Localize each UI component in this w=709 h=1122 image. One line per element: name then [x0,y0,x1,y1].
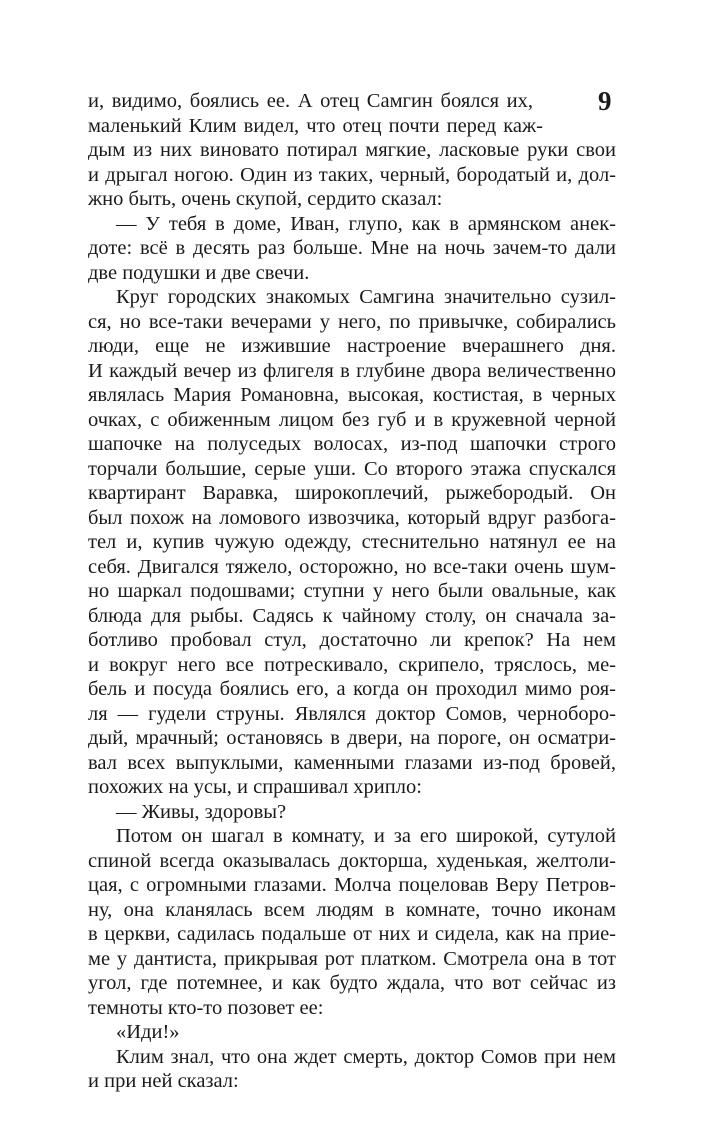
body-text [88,89,616,1094]
text-line: Круг городских знакомых Самгина значительно сузил- [116,286,616,308]
text-line: ля — гудели струны. Являлся доктор Сомов, черноборо- [88,702,616,725]
page-number: 9 [598,86,612,116]
text-line: тел и, купив чужую одежду, стеснительно натянул ее на [88,531,616,553]
text-line: вал всех выпуклыми, каменными глазами из-под бровей, [88,751,616,774]
text-line: ну, она кланялась всем людям в комнате, точно иконам [88,898,616,921]
text-line: две подушки и две свечи. [88,261,310,284]
text-line: квартирант Варавка, широкоплечий, рыжебородый. Он [88,482,616,504]
text-line: маленький Клим видел, что отец почти перед каж- [88,114,543,137]
text-line: очках, с обиженным лицом без губ и в кружевной черной [88,408,616,431]
text-line: дый, мрачный; остановясь в двери, на пороге, он осматри- [88,727,616,749]
text-line: ботливо пробовал стул, достаточно ли крепок? На нем [88,629,616,651]
text-line: цая, с огромными глазами. Молча поцеловав Веру Петров- [88,874,616,896]
text-line: ся, но все-таки вечерами у него, по привычке, собирались [88,310,616,333]
text-line: спиной всегда оказывалась докторша, худенькая, желтоли- [88,849,616,872]
text-line: шапочке на полуседых волосах, из-под шапочки строго [88,433,616,455]
text-line: дым из них виновато потирал мягкие, ласковые руки свои [88,139,616,161]
text-line: Потом он шагал в комнату, и за его широкой, сутулой [116,825,616,847]
text-line: и, видимо, боялись ее. А отец Самгин боялся их, [88,90,533,112]
text-line: жно быть, очень скупой, сердито сказал: [88,188,443,210]
text-line: являлась Мария Романовна, высокая, костистая, в черных [88,384,616,406]
text-line: угол, где потемнее, и как будто ждала, что вот сейчас из [88,972,616,994]
text-line: ме у дантиста, прикрывая рот платком. Смотрела она в тот [88,947,616,970]
text-line: доте: всё в десять раз больше. Мне на ночь зачем-то дали [88,237,616,259]
text-line: «Иди!» [116,1021,180,1043]
text-line: себя. Двигался тяжело, осторожно, но все-таки очень шум- [88,555,616,578]
text-line: торчали большие, серые уши. Со второго этажа спускался [88,457,616,480]
text-line: в церкви, садилась подальше от них и сидела, как на прие- [88,923,616,945]
text-line: и вокруг него все потрескивало, скрипело, тряслось, ме- [88,653,616,676]
text-line: был похож на ломового извозчика, который вдруг разбога- [88,506,616,529]
text-line: — Живы, здоровы? [116,800,287,823]
text-line: люди, еще не изжившие настроение вчерашнего дня. [88,335,616,357]
text-line: и дрыгал ногою. Один из таких, черный, бородатый и, дол- [88,163,616,186]
text-line: блюда для рыбы. Садясь к чайному столу, он сначала за- [88,604,616,627]
text-line: и при ней сказал: [88,1070,239,1092]
text-line: похожих на усы, и спрашивал хрипло: [88,776,422,798]
text-line: темноты кто-то позовет ее: [88,996,324,1019]
text-line: — У тебя в доме, Иван, глупо, как в армянском анек- [116,212,616,235]
text-line: бель и посуда боялись его, а когда он проходил мимо роя- [88,678,616,700]
text-line: И каждый вечер из флигеля в глубине двора величественно [88,359,616,382]
text-line: но шаркал подошвами; ступни у него были овальные, как [88,580,616,602]
text-line: Клим знал, что она ждет смерть, доктор Сомов при нем [116,1045,616,1068]
